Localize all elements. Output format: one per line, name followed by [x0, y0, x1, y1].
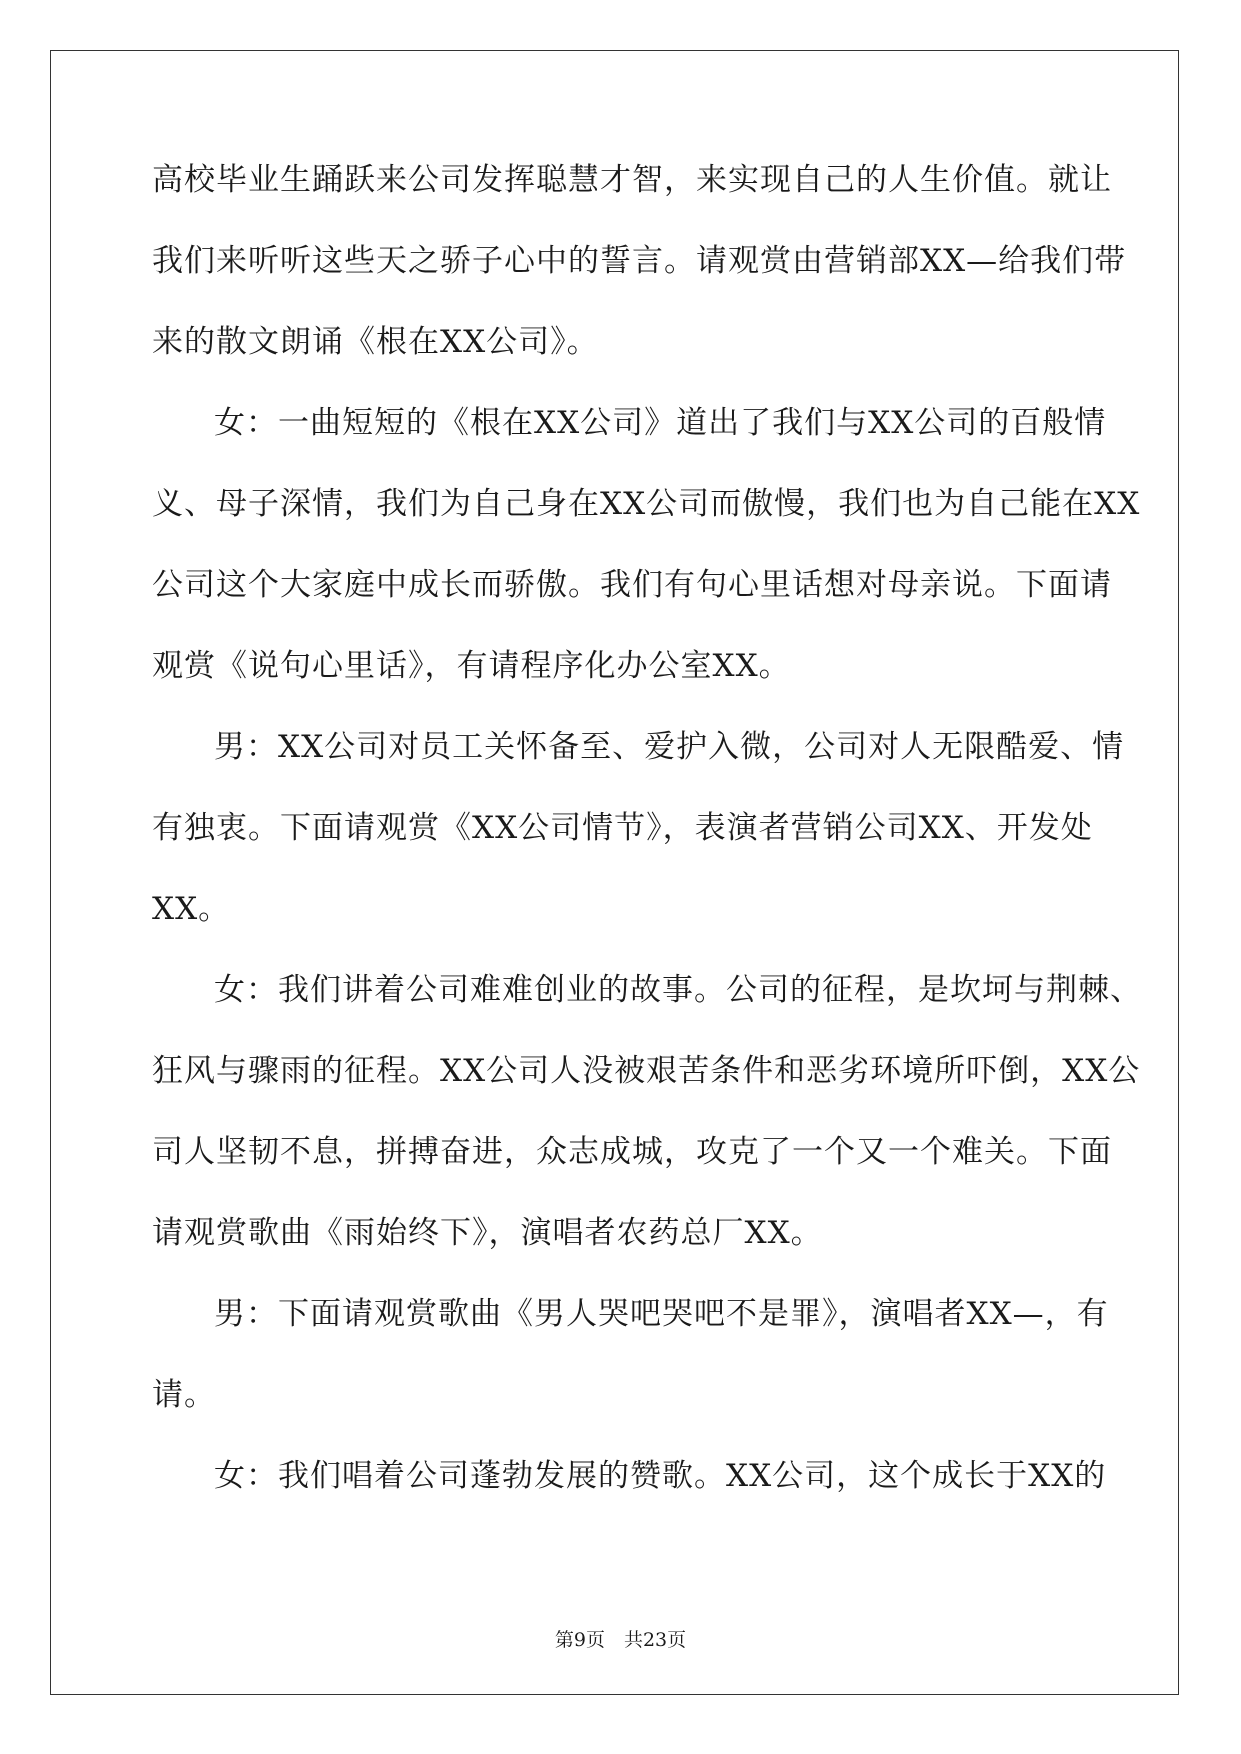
text-line: 义、母子深情，我们为自己身在XX公司而傲慢，我们也为自己能在XX — [152, 486, 1141, 522]
paragraph — [152, 1294, 1109, 1456]
text-line: 有独衷。下面请观赏《XX公司情节》，表演者营销公司XX、开发处 — [152, 810, 1093, 846]
text-line: 狂风与骤雨的征程。XX公司人没被艰苦条件和恶劣环境所吓倒，XX公 — [152, 1053, 1141, 1089]
paragraph — [152, 727, 1125, 970]
paragraph — [152, 160, 1127, 403]
text-line: 高校毕业生踊跃来公司发挥聪慧才智，来实现自己的人生价值。就让 — [152, 162, 1112, 198]
text-line: 公司这个大家庭中成长而骄傲。我们有句心里话想对母亲说。下面请 — [152, 567, 1112, 603]
text-line: 请。 — [152, 1377, 216, 1413]
paragraph — [152, 970, 1142, 1294]
text-line: 男：XX公司对员工关怀备至、爱护入微，公司对人无限酷爱、情 — [214, 729, 1125, 765]
text-line: 我们来听听这些天之骄子心中的誓言。请观赏由营销部XX—给我们带 — [152, 243, 1127, 279]
text-line: 司人坚韧不息，拼搏奋进，众志成城，攻克了一个又一个难关。下面 — [152, 1134, 1112, 1170]
text-line: 女：我们唱着公司蓬勃发展的赞歌。XX公司，这个成长于XX的 — [214, 1458, 1107, 1494]
text-line: 女：我们讲着公司难难创业的故事。公司的征程，是坎坷与荆棘、 — [214, 972, 1142, 1008]
paragraph — [152, 1456, 1107, 1537]
text-line: 观赏《说句心里话》，有请程序化办公室XX。 — [152, 648, 791, 684]
document-body — [152, 160, 1142, 1537]
text-line: 来的散文朗诵《根在XX公司》。 — [152, 324, 599, 360]
paragraph — [152, 403, 1141, 727]
text-line: 男：下面请观赏歌曲《男人哭吧哭吧不是罪》，演唱者XX—，有 — [214, 1296, 1109, 1332]
text-line: 请观赏歌曲《雨始终下》，演唱者农药总厂XX。 — [152, 1215, 823, 1251]
page-footer: 第9页 共23页 — [554, 1629, 687, 1651]
text-line: XX。 — [152, 891, 231, 927]
text-line: 女：一曲短短的《根在XX公司》道出了我们与XX公司的百般情 — [214, 405, 1107, 441]
